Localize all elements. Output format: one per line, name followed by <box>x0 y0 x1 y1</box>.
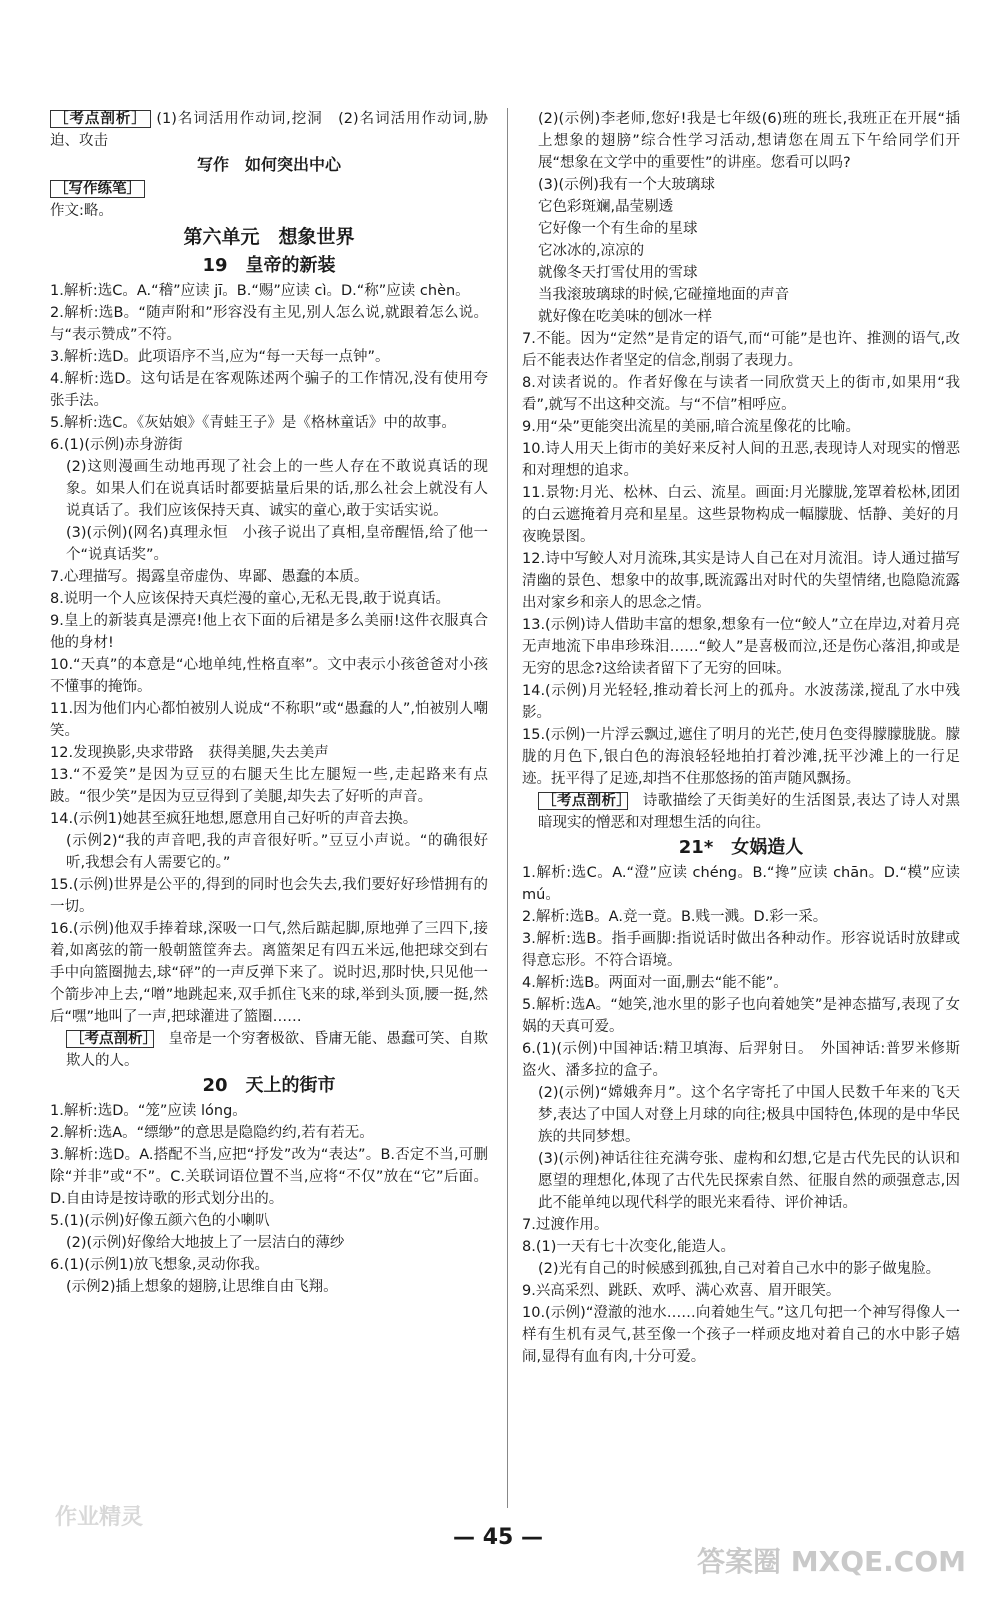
answer-text: 4.解析:选B。两面对一面,删去“能不能”。 <box>522 975 788 991</box>
answer-paragraph <box>50 698 488 742</box>
answer-text: 10.诗人用天上街市的美好来反衬人间的丑恶,表现诗人对现实的憎恶和对理想的追求。 <box>522 441 960 479</box>
answer-text: 6.(1)(示例1)放飞想象,灵动你我。 <box>50 1257 270 1273</box>
answer-paragraph <box>522 196 960 218</box>
section-heading: 写作 如何突出中心 <box>196 155 341 174</box>
answer-text: (3)(示例)(网名)真理永恒 小孩子说出了真相,皇帝醒悟,给了他一个“说真话奖”。 <box>66 525 488 563</box>
lesson-heading: 21* 女娲造人 <box>678 837 804 858</box>
answer-text: 1.解析:选D。“笼”应读 lóng。 <box>50 1103 247 1119</box>
answer-text: 它好像一个有生命的星球 <box>538 221 698 237</box>
answer-text: 9.皇上的新装真是漂亮!他上衣下面的后裙是多么美丽!这件衣服真合他的身材! <box>50 613 488 651</box>
answer-paragraph <box>522 614 960 680</box>
answer-text: 8.(1)一天有七十次变化,能造人。 <box>522 1239 735 1255</box>
answer-text: 1.解析:选C。A.“澄”应读 chéng。B.“搀”应读 chān。D.“模”应读 mú。 <box>522 865 965 903</box>
answer-text: 8.对读者说的。作者好像在与读者一同欣赏天上的街市,如果用“我看”,就写不出这种交流。与“不信”相呼应。 <box>522 375 960 413</box>
answer-text: (2)(示例)好像给大地披上了一层洁白的薄纱 <box>66 1235 345 1251</box>
answer-paragraph <box>50 1254 488 1276</box>
lesson-heading: 19 皇帝的新装 <box>202 255 336 276</box>
answer-paragraph <box>522 862 965 906</box>
answer-text: 6.(1)(示例)中国神话:精卫填海、后羿射日。 外国神话:普罗米修斯盗火、潘多拉的盒子。 <box>522 1041 960 1079</box>
answer-paragraph <box>50 654 488 698</box>
answer-text: 诗歌描绘了天街美好的生活图景,表达了诗人对黑暗现实的憎恶和对理想生活的向往。 <box>538 793 960 831</box>
answer-paragraph <box>522 972 960 994</box>
answer-paragraph <box>522 1082 960 1148</box>
answer-text: 6.(1)(示例)赤身游街 <box>50 437 183 453</box>
left-column <box>50 108 488 1298</box>
answer-text: 它冰冰的,凉凉的 <box>538 243 645 259</box>
answer-text: 3.解析:选D。A.搭配不当,应把“抒发”改为“表达”。B.否定不当,可删除“并非”或“不”。C.关联词语位置不当,应将“不仅”放在“它”后面。D.自由诗是按诗歌的形式划分出的。 <box>50 1147 488 1207</box>
section-tag: ［考点剖析］ <box>50 110 151 128</box>
answer-text: 16.(示例)他双手捧着球,深吸一口气,然后踮起脚,原地弹了三四下,接着,如离弦的箭一般朝篮筐奔去。离篮架足有四五米远,他把球交到右手中向篮圈抛去,球“砰”的一声反弹下来了。说时迟,那时快,只见他一个箭步冲上去,“噌”地跳起来,双手抓住飞来的球,举到头顶,腰一挺,然后“嘿”地叫了一声,把球灌进了篮圈…… <box>50 921 488 1025</box>
answer-text: 13.(示例)诗人借助丰富的想象,想象有一位“鲛人”立在岸边,对着月亮无声地流下串串珍珠泪……“鲛人”是喜极而泣,还是伤心落泪,抑或是无穷的思念?这给读者留下了无穷的回味。 <box>522 617 960 677</box>
answer-text: 2.解析:选A。“缥缈”的意思是隐隐约约,若有若无。 <box>50 1125 374 1141</box>
answer-text: 7.过渡作用。 <box>522 1217 609 1233</box>
answer-text: (示例2)“我的声音吧,我的声音很好听。”豆豆小声说。“的确很好听,我想会有人需要它的。” <box>66 833 488 871</box>
answer-paragraph <box>522 262 960 284</box>
answer-text: 9.用“朵”更能突出流星的美丽,暗合流星像花的比喻。 <box>522 419 860 435</box>
watermark-bottom-right: 答案圈 MXQE.COM <box>697 1545 966 1578</box>
answer-text: 1.解析:选C。A.“稽”应读 jī。B.“赐”应读 cì。D.“称”应读 chèn。 <box>50 283 470 299</box>
answer-text: 4.解析:选D。这句话是在客观陈述两个骗子的工作情况,没有使用夸张手法。 <box>50 371 488 409</box>
answer-text: 14.(示例1)她甚至疯狂地想,愿意用自己好听的声音去换。 <box>50 811 418 827</box>
answer-paragraph <box>50 1210 488 1232</box>
answer-paragraph <box>50 412 488 434</box>
answer-text: 皇帝是一个穷奢极欲、昏庸无能、愚蠢可笑、自欺欺人的人。 <box>66 1031 489 1069</box>
answer-paragraph <box>522 1038 960 1082</box>
answer-text: 10.“天真”的本意是“心地单纯,性格直率”。文中表示小孩爸爸对小孩不懂事的掩饰。 <box>50 657 488 695</box>
answer-paragraph <box>50 434 488 456</box>
answer-paragraph <box>522 1280 960 1302</box>
answer-text: 15.(示例)世界是公平的,得到的同时也会失去,我们要好好珍惜拥有的一切。 <box>50 877 488 915</box>
answer-text: (1)名词活用作动词,挖洞 (2)名词活用作动词,胁迫、攻击 <box>50 111 489 149</box>
answer-text: 作文:略。 <box>50 203 113 219</box>
answer-paragraph <box>50 1100 488 1122</box>
answer-text: 12.发现换影,央求带路 获得美腿,失去美声 <box>50 745 329 761</box>
unit-heading: 第六单元 想象世界 <box>183 226 355 248</box>
answer-text: 5.解析:选C。《灰姑娘》《青蛙王子》是《格林童话》中的故事。 <box>50 415 456 431</box>
answer-paragraph <box>50 918 488 1028</box>
answer-paragraph <box>50 302 488 346</box>
answer-paragraph <box>50 1276 488 1298</box>
answer-paragraph <box>50 346 488 368</box>
answer-text: 9.兴高采烈、跳跃、欢呼、满心欢喜、眉开眼笑。 <box>522 1283 841 1299</box>
answer-paragraph <box>522 416 960 438</box>
answer-text: (示例2)插上想象的翅膀,让思维自由飞翔。 <box>66 1279 338 1295</box>
answer-text: (2)(示例)李老师,您好!我是七年级(6)班的班长,我班正在开展“插上想象的翅膀”综合性学习活动,想请您在周五下午给同学们开展“想象在文学中的重要性”的讲座。您看可以吗? <box>538 111 960 171</box>
answer-paragraph <box>50 368 488 412</box>
answer-paragraph <box>522 438 960 482</box>
answer-paragraph <box>50 874 488 918</box>
answer-paragraph <box>50 1232 488 1254</box>
answer-paragraph <box>522 174 960 196</box>
answer-text: 5.(1)(示例)好像五颜六色的小喇叭 <box>50 1213 270 1229</box>
answer-paragraph <box>522 482 960 548</box>
answer-paragraph <box>522 108 960 174</box>
answer-paragraph <box>522 1214 960 1236</box>
answer-text: 当我滚玻璃球的时候,它碰撞地面的声音 <box>538 287 790 303</box>
answer-paragraph <box>522 1148 960 1214</box>
answer-text: 11.因为他们内心都怕被别人说成“不称职”或“愚蠢的人”,怕被别人嘲笑。 <box>50 701 488 739</box>
answer-text: 就好像在吃美味的刨冰一样 <box>538 309 712 325</box>
answer-paragraph <box>50 108 488 152</box>
answer-paragraph <box>522 548 960 614</box>
answer-paragraph <box>522 218 960 240</box>
answer-text: 11.景物:月光、松林、白云、流星。画面:月光朦胧,笼罩着松林,团团的白云遮掩着月亮和星星。这些景物构成一幅朦胧、恬静、美好的月夜晚景图。 <box>522 485 960 545</box>
answer-paragraph <box>522 328 960 372</box>
answer-text: (2)这则漫画生动地再现了社会上的一些人存在不敢说真话的现象。如果人们在说真话时都要掂量后果的话,那么社会上就没有人说真话了。我们应该保持天真、诚实的童心,敢于实话实说。 <box>66 459 488 519</box>
answer-paragraph <box>50 178 488 200</box>
answer-text: 13.“不爱笑”是因为豆豆的右腿天生比左腿短一些,走起路来有点跛。“很少笑”是因为豆豆得到了美腿,却失去了好听的声音。 <box>50 767 488 805</box>
answer-text: 就像冬天打雪仗用的雪球 <box>538 265 698 281</box>
section-tag: ［写作练笔］ <box>50 180 145 198</box>
answer-text: 2.解析:选B。A.竞一竟。B.贱一溅。D.彩一采。 <box>522 909 828 925</box>
answer-paragraph <box>522 1258 960 1280</box>
answer-text: 15.(示例)一片浮云飘过,遮住了明月的光芒,使月色变得朦朦胧胧。朦胧的月色下,银白色的海浪轻轻地拍打着沙滩,抚平沙滩上的一行足迹。抚平得了足迹,却挡不住那悠扬的笛声随风飘扬。 <box>522 727 960 787</box>
answer-paragraph <box>50 808 488 830</box>
answer-paragraph <box>522 994 960 1038</box>
answer-text: 3.解析:选D。此项语序不当,应为“每一天每一点钟”。 <box>50 349 390 365</box>
answer-paragraph <box>522 240 960 262</box>
lesson-heading: 20 天上的街市 <box>202 1075 336 1096</box>
answer-text: 5.解析:选A。“她笑,池水里的影子也向着她笑”是神态描写,表现了女娲的天真可爱。 <box>522 997 960 1035</box>
answer-paragraph <box>522 306 960 328</box>
answer-paragraph <box>522 790 960 834</box>
right-column <box>522 108 965 1368</box>
answer-text: 12.诗中写鲛人对月流珠,其实是诗人自己在对月流泪。诗人通过描写清幽的景色、想象中的故事,既流露出对时代的失望情绪,也隐隐流露出对家乡和亲人的思念之情。 <box>522 551 960 611</box>
answer-paragraph <box>50 610 488 654</box>
watermark-bottom-left: 作业精灵 <box>55 1505 144 1530</box>
answer-paragraph <box>50 1028 488 1072</box>
answer-text: (2)(示例)“嫦娥奔月”。这个名字寄托了中国人民数千年来的飞天梦,表达了中国人对登上月球的向往;极具中国特色,体现的是中华民族的共同梦想。 <box>538 1085 960 1145</box>
answer-paragraph <box>50 456 488 522</box>
section-tag: ［考点剖析］ <box>66 1030 154 1048</box>
answer-text: (3)(示例)我有一个大玻璃球 <box>538 177 715 193</box>
column-divider <box>507 108 508 1508</box>
answer-text: 2.解析:选B。“随声附和”形容没有主见,别人怎么说,就跟着怎么说。与“表示赞成”不符。 <box>50 305 488 343</box>
answer-paragraph <box>522 372 960 416</box>
page-number: — 45 — <box>453 1525 543 1550</box>
answer-paragraph <box>522 928 960 972</box>
answer-text: 3.解析:选B。指手画脚:指说话时做出各种动作。形容说话时放肆或得意忘形。不符合语境。 <box>522 931 960 969</box>
answer-paragraph <box>522 284 960 306</box>
answer-paragraph <box>50 588 488 610</box>
answer-paragraph <box>50 830 488 874</box>
answer-text: 8.说明一个人应该保持天真烂漫的童心,无私无畏,敢于说真话。 <box>50 591 451 607</box>
answer-paragraph <box>522 1302 960 1368</box>
answer-paragraph <box>50 764 488 808</box>
answer-paragraph <box>50 1122 488 1144</box>
answer-paragraph <box>50 742 488 764</box>
answer-text: (2)光有自己的时候感到孤独,自己对着自己水中的影子做鬼脸。 <box>538 1261 941 1277</box>
answer-text: 7.不能。因为“定然”是肯定的语气,而“可能”是也许、推测的语气,改后不能表达作者坚定的信念,削弱了表现力。 <box>522 331 960 369</box>
answer-paragraph <box>50 522 488 566</box>
answer-text: (3)(示例)神话往往充满夸张、虚构和幻想,它是古代先民的认识和愿望的理想化,体现了古代先民探索自然、征服自然的顽强意志,因此不能单纯以现代科学的眼光来看待、评价神话。 <box>538 1151 960 1211</box>
answer-paragraph <box>522 724 960 790</box>
answer-paragraph <box>50 280 488 302</box>
answer-text: 14.(示例)月光轻轻,推动着长河上的孤舟。水波荡漾,搅乱了水中残影。 <box>522 683 960 721</box>
answer-paragraph <box>50 200 488 222</box>
answer-paragraph <box>522 1236 960 1258</box>
answer-text: 7.心理描写。揭露皇帝虚伪、卑鄙、愚蠢的本质。 <box>50 569 369 585</box>
answer-text: 它色彩斑斓,晶莹剔透 <box>538 199 674 215</box>
answer-paragraph <box>522 680 960 724</box>
section-tag: ［考点剖析］ <box>538 792 628 810</box>
answer-paragraph <box>522 906 960 928</box>
answer-text: 10.(示例)“澄澈的池水……向着她生气。”这几句把一个神写得像人一样有生机有灵气,甚至像一个孩子一样顽皮地对着自己的水中影子嬉闹,显得有血有肉,十分可爱。 <box>522 1305 960 1365</box>
answer-paragraph <box>50 566 488 588</box>
answer-paragraph <box>50 1144 488 1210</box>
